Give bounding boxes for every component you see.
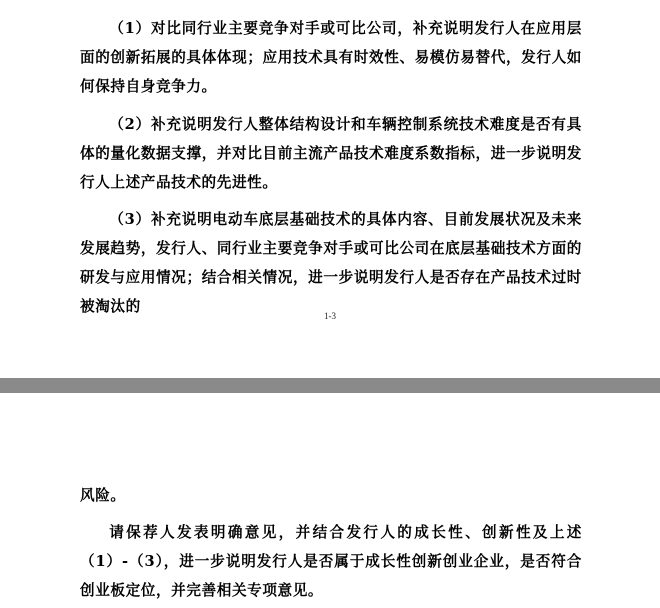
page-number: 1-3 [324,311,336,321]
question-paragraph-2: （2）补充说明发行人整体结构设计和车辆控制系统技术难度是否有具体的量化数据支撑，并对比目前主流产品技术难度系数指标，进一步说明发行人上述产品技术的先进性。 [80,116,582,191]
page-separator [0,378,660,393]
question-paragraph-1: （1）对比同行业主要竞争对手或可比公司，补充说明发行人在应用层面的创新拓展的具体体现；应用技术具有时效性、易模仿易替代，发行人如何保持自身竞争力。 [80,20,582,95]
question-paragraph-3: （3）补充说明电动车底层基础技术的具体内容、目前发展状况及未来发展趋势，发行人、同行业主要竞争对手或可比公司在底层基础技术方面的研发与应用情况；结合相关情况，进一步说明发行人是否存在产品技术过时被淘汰的 [80,211,582,315]
sponsor-request-paragraph: 请保荐人发表明确意见，并结合发行人的成长性、创新性及上述（1）-（3），进一步说明发行人是否属于成长性创新创业企业，是否符合创业板定位，并完善相关专项意见。 [80,524,582,599]
continued-paragraph-end: 风险。 [80,487,126,504]
